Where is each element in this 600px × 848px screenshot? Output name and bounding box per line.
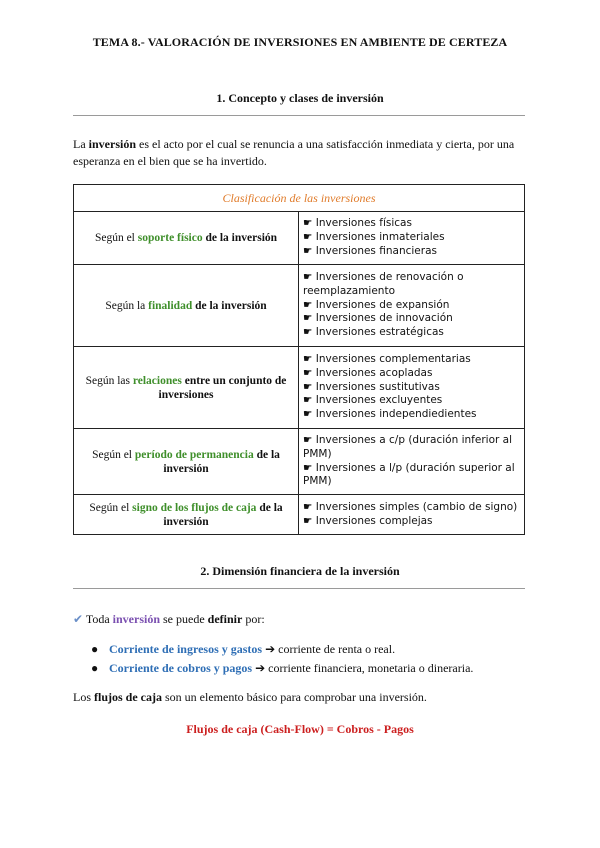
- section-2-heading: 2. Dimensión financiera de la inversión: [200, 564, 400, 578]
- list-item: ☛ Inversiones sustitutivas: [303, 380, 440, 393]
- list-item: ● Corriente de cobros y pagos ➔ corriente financiera, monetaria o dineraria.: [73, 659, 533, 678]
- types-cell: [299, 212, 525, 265]
- hand-pointer-icon: ☛: [303, 461, 313, 474]
- hand-pointer-icon: ☛: [303, 433, 313, 446]
- definition-line: ✔ Toda inversión se puede definir por:: [73, 612, 265, 626]
- section-1-heading: 1. Concepto y clases de inversión: [216, 91, 384, 105]
- section-2-divider: [73, 588, 525, 589]
- list-item: ☛ Inversiones a l/p (duración superior al PMM): [303, 461, 515, 488]
- list-item: ☛ Inversiones complejas: [303, 514, 433, 527]
- document-title: TEMA 8.- VALORACIÓN DE INVERSIONES EN AMBIENTE DE CERTEZA: [92, 35, 508, 49]
- hand-pointer-icon: ☛: [303, 366, 313, 379]
- hand-pointer-icon: ☛: [303, 514, 313, 527]
- list-item: ☛ Inversiones financieras: [303, 244, 437, 257]
- criterion-cell: Según las relaciones entre un conjunto de inversiones: [74, 347, 299, 429]
- hand-pointer-icon: ☛: [303, 244, 313, 257]
- table-row: [74, 212, 525, 265]
- criterion-post: de la inversión: [202, 232, 278, 244]
- section-1-divider: [73, 115, 525, 116]
- list-item: ☛ Inversiones complementarias: [303, 353, 471, 365]
- list-item: ☛ Inversiones estratégicas: [303, 326, 444, 339]
- table-header: Clasificación de las inversiones: [74, 185, 525, 212]
- table-row: [74, 429, 525, 495]
- cash-flow-formula: Flujos de caja (Cash-Flow) = Cobros - Pagos: [186, 722, 414, 736]
- hand-pointer-icon: ☛: [303, 312, 313, 325]
- hand-pointer-icon: ☛: [303, 271, 313, 283]
- list-item: ☛ Inversiones independiedientes: [303, 408, 477, 421]
- hand-pointer-icon: ☛: [303, 353, 313, 365]
- intro-post: es el acto por el cual se renuncia a una satisfacción inmediata y cierta, por una esperanza en el bien que se ha invertido.: [73, 137, 515, 168]
- hand-pointer-icon: ☛: [303, 408, 313, 421]
- criterion-key: soporte físico: [137, 232, 203, 244]
- criterion-pre: Según el: [94, 232, 138, 244]
- table-row: [74, 265, 525, 347]
- list-item: ☛ Inversiones a c/p (duración inferior al PMM): [303, 433, 512, 460]
- list-item: ☛ Inversiones inmateriales: [303, 231, 445, 244]
- hand-pointer-icon: ☛: [303, 217, 313, 230]
- hand-pointer-icon: ☛: [303, 380, 313, 393]
- arrow-icon: ➔: [262, 642, 279, 656]
- list-item: ☛ Inversiones de renovación o reemplazamiento: [303, 271, 464, 297]
- types-cell: [299, 347, 525, 429]
- intro-pre: La: [73, 137, 89, 151]
- list-item: ☛ Inversiones acopladas: [303, 366, 433, 379]
- bullet-icon: ●: [91, 661, 99, 675]
- criterion-cell: [74, 212, 299, 265]
- types-cell: [299, 265, 525, 347]
- types-cell: [299, 495, 525, 535]
- bullet-icon: ●: [91, 642, 99, 656]
- list-item: ☛ Inversiones de innovación: [303, 312, 453, 325]
- hand-pointer-icon: ☛: [303, 326, 313, 339]
- criterion-cell: Según el signo de los flujos de caja de la inversión: [74, 495, 299, 535]
- hand-pointer-icon: ☛: [303, 500, 313, 513]
- list-item: ☛ Inversiones excluyentes: [303, 394, 443, 407]
- checkmark-icon: ✔: [73, 612, 84, 626]
- intro-paragraph: [73, 136, 528, 170]
- classification-table: [73, 184, 525, 535]
- stream-list: [73, 640, 533, 678]
- list-item: ☛ Inversiones simples (cambio de signo): [303, 500, 518, 513]
- criterion-cell: Según la finalidad de la inversión: [74, 265, 299, 347]
- list-item: ☛ Inversiones de expansión: [303, 298, 450, 311]
- table-row: [74, 347, 525, 429]
- list-item: ● Corriente de ingresos y gastos ➔ corriente de renta o real.: [73, 640, 533, 659]
- types-cell: [299, 429, 525, 495]
- list-item: ☛ Inversiones físicas: [303, 217, 412, 230]
- cash-flow-paragraph: Los flujos de caja son un elemento básico para comprobar una inversión.: [73, 690, 427, 704]
- criterion-cell: Según el período de permanencia de la inversión: [74, 429, 299, 495]
- arrow-icon: ➔: [252, 661, 269, 675]
- table-row: [74, 495, 525, 535]
- hand-pointer-icon: ☛: [303, 231, 313, 244]
- intro-keyword: inversión: [88, 137, 136, 151]
- hand-pointer-icon: ☛: [303, 298, 313, 311]
- hand-pointer-icon: ☛: [303, 394, 313, 407]
